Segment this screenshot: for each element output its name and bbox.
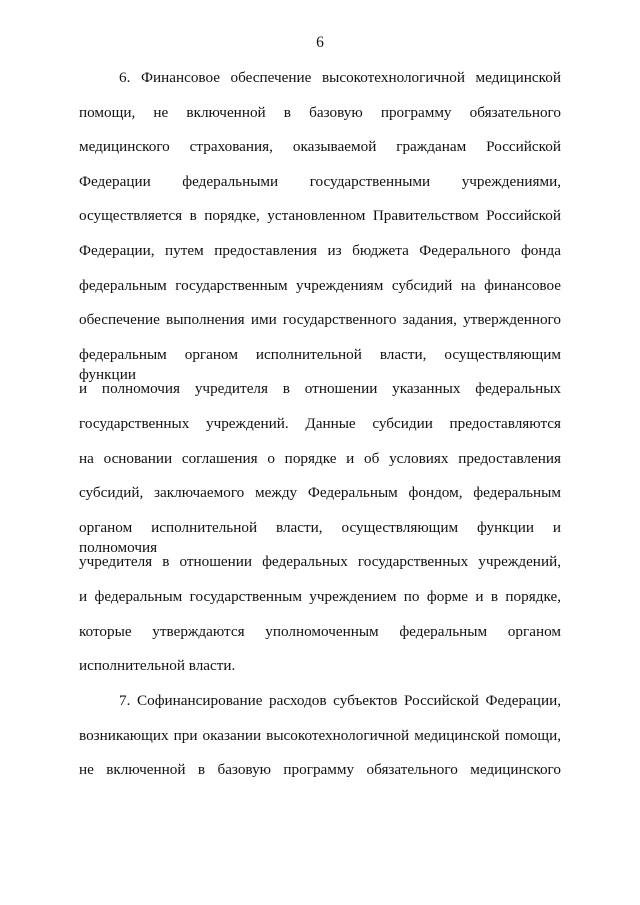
text-line: 7. Софинансирование расходов субъектов Российской Федерации,: [119, 692, 561, 709]
text-line: и федеральным государственным учреждением по форме и в порядке,: [79, 587, 561, 605]
text-line: которые утверждаются уполномоченным федеральным органом: [79, 622, 561, 640]
paragraph-7: [79, 691, 561, 795]
text-line: федеральным государственным учреждениям субсидий на финансовое: [79, 276, 561, 294]
text-line: учредителя в отношении федеральных государственных учреждений,: [79, 553, 561, 571]
text-line: помощи, не включенной в базовую программу обязательного: [79, 103, 561, 121]
text-line: органом исполнительной власти, осуществляющим функции и полномочия: [79, 518, 561, 556]
text-line: медицинского страхования, оказываемой гражданам Российской: [79, 138, 561, 156]
text-line: государственных учреждений. Данные субсидии предоставляются: [79, 414, 561, 432]
text-line: субсидий, заключаемого между Федеральным фондом, федеральным: [79, 484, 561, 502]
text-line: исполнительной власти.: [79, 657, 236, 675]
text-line: осуществляется в порядке, установленном Правительством Российской: [79, 207, 561, 225]
text-line: 6. Финансовое обеспечение высокотехнологичной медицинской: [119, 69, 561, 86]
paragraph-6: [79, 68, 561, 691]
text-line: на основании соглашения о порядке и об условиях предоставления: [79, 449, 561, 467]
text-line: федеральным органом исполнительной власти, осуществляющим функции: [79, 345, 561, 383]
text-line: и полномочия учредителя в отношении указанных федеральных: [79, 380, 561, 398]
text-line: возникающих при оказании высокотехнологичной медицинской помощи,: [79, 726, 561, 744]
page-number: 6: [316, 34, 324, 51]
text-line: обеспечение выполнения ими государственного задания, утвержденного: [79, 311, 561, 329]
text-line: Федерации, путем предоставления из бюджета Федерального фонда: [79, 241, 561, 259]
text-line: Федерации федеральными государственными учреждениями,: [79, 172, 561, 190]
text-line: не включенной в базовую программу обязательного медицинского: [79, 761, 561, 779]
